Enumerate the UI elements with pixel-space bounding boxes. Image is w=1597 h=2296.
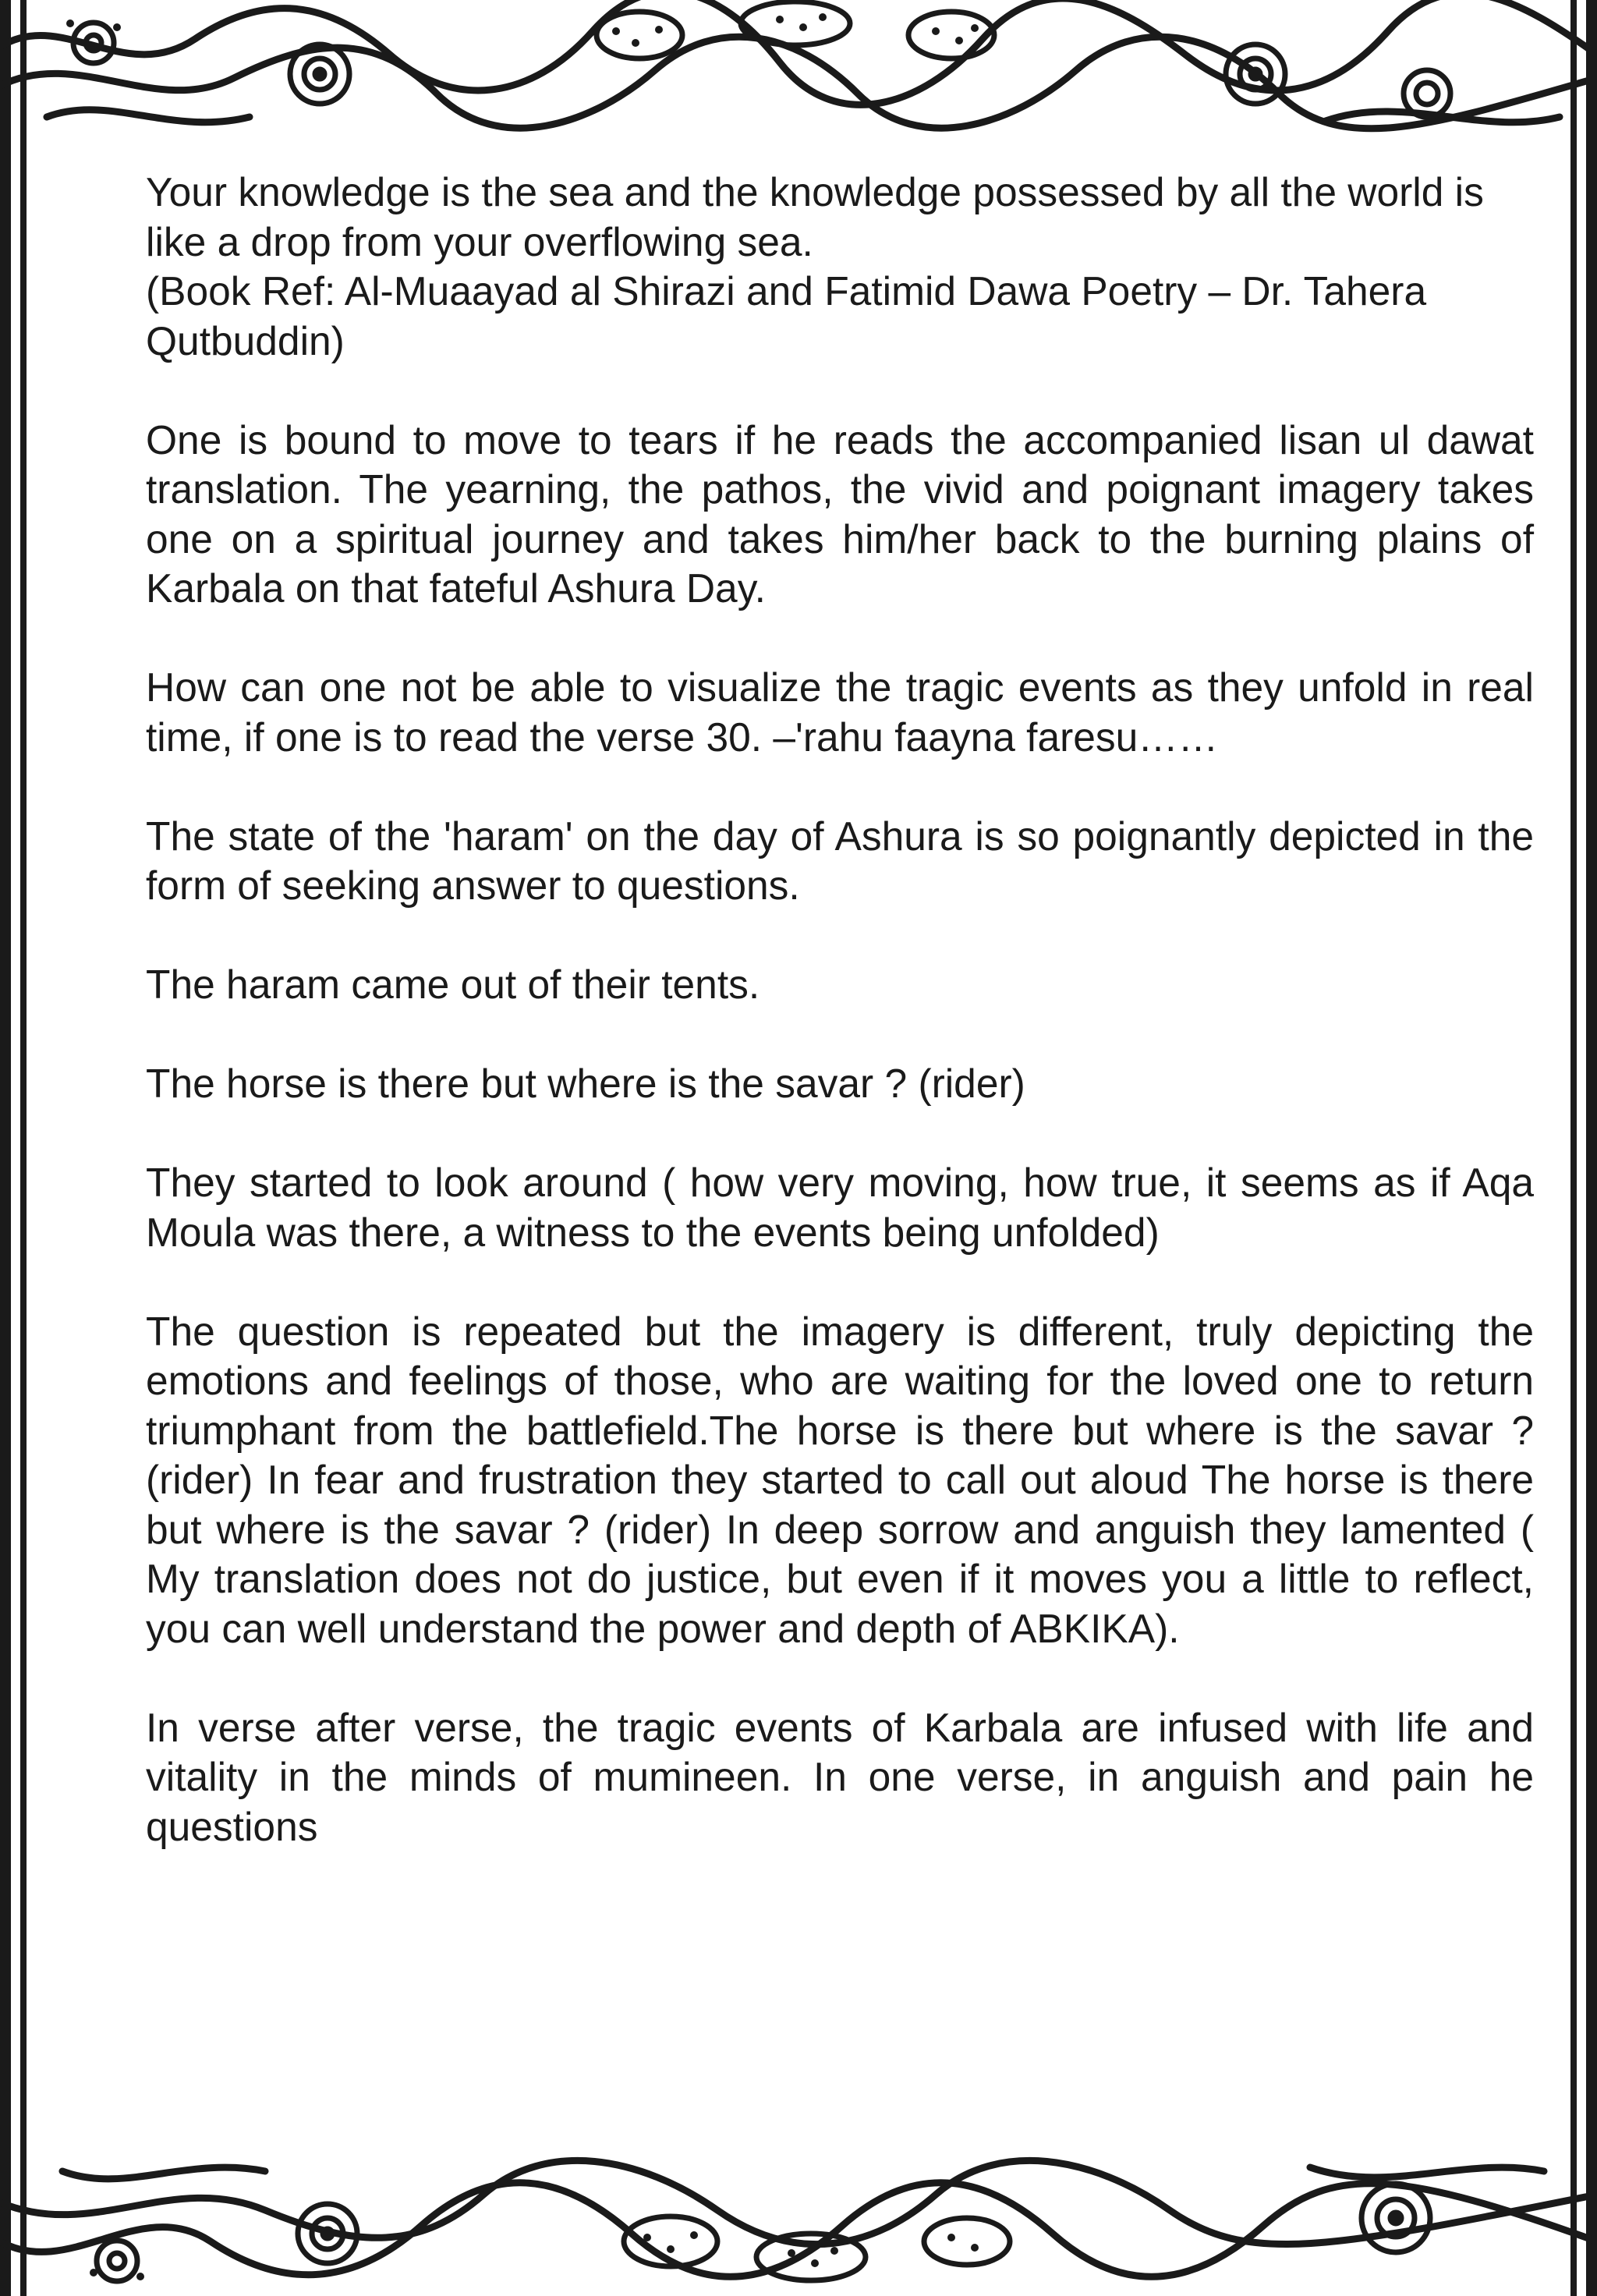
paragraph: How can one not be able to visualize the tragic events as they unfold in real time, if one is to read the verse 30. –'rahu faayna faresu…… — [146, 664, 1534, 760]
left-inner-rule — [20, 0, 27, 2296]
book-reference: (Book Ref: Al-Muaayad al Shirazi and Fatimid Dawa Poetry – Dr. Tahera Qutbuddin) — [146, 268, 1427, 363]
left-outer-rule — [0, 0, 11, 2296]
paragraph: They started to look around ( how very moving, how true, it seems as if Aqa Moula was there, a witness to the events being unfolded) — [146, 1160, 1534, 1255]
paragraph: In verse after verse, the tragic events of Karbala are infused with life and vitality in the minds of mumineen. In one verse, in anguish and pain he questions — [146, 1704, 1534, 1849]
paragraph-quote — [146, 168, 1534, 366]
top-wave-ornament-icon — [0, 0, 1597, 140]
paragraph: The state of the 'haram' on the day of Ashura is so poignantly depicted in the form of seeking answer to questions. — [146, 813, 1534, 908]
paragraph: The horse is there but where is the savar ? (rider) — [146, 1061, 1025, 1106]
paragraph: The question is repeated but the imagery is different, truly depicting the emotions and feelings of those, who are waiting for the loved one to return triumphant from the battlefield.The horse is there but where is the savar ? (rider) In fear and frustration they started to call out aloud The horse is there but where is the savar ? (rider) In deep sorrow and anguish they lamented ( My translation does not do justice, but even if it moves you a little to reflect, you can well understand the power and depth of ABKIKA). — [146, 1308, 1534, 1651]
document-body — [146, 168, 1534, 1901]
quote-text: Your knowledge is the sea and the knowledge possessed by all the world is like a drop from your overflowing sea. — [146, 169, 1484, 264]
paragraph: The haram came out of their tents. — [146, 962, 760, 1007]
bottom-wave-ornament-icon — [0, 2124, 1597, 2296]
right-outer-rule — [1586, 0, 1597, 2296]
paragraph: One is bound to move to tears if he reads the accompanied lisan ul dawat translation. The yearning, the pathos, the vivid and poignant imagery takes one on a spiritual journey and takes him/her back to the burning plains of Karbala on that fateful Ashura Day. — [146, 416, 1534, 611]
right-inner-rule — [1570, 0, 1577, 2296]
